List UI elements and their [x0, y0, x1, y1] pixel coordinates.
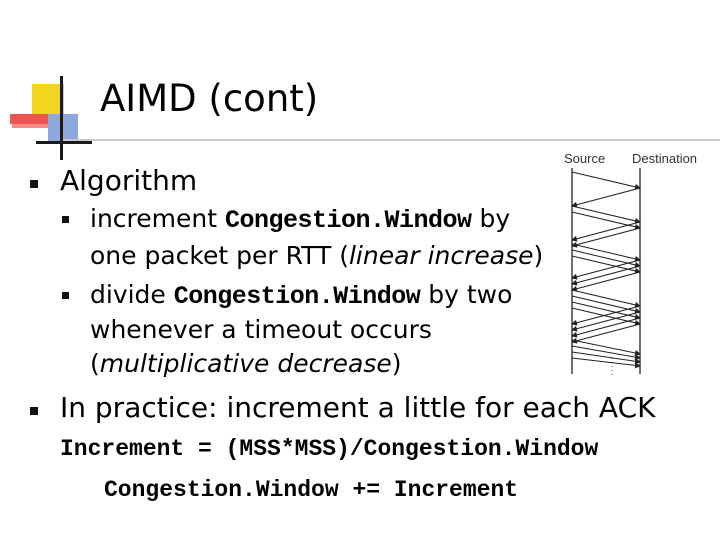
data-packet-arrow [572, 172, 640, 188]
title-underline-rule [63, 139, 720, 141]
logo-red-bar [10, 114, 50, 124]
data-packet-arrow [572, 358, 640, 366]
diagram-destination-label: Destination [632, 151, 698, 166]
sub-bullet-increase-line2: one packet per RTT (linear increase) [90, 241, 544, 270]
data-packet-arrow [572, 352, 640, 362]
logo-horizontal-line [36, 141, 92, 144]
code-line-increment: Increment = (MSS*MSS)/Congestion.Window [60, 436, 599, 462]
bullet-algorithm: Algorithm [60, 164, 198, 197]
diagram-source-label: Source [564, 151, 606, 166]
sub-bullet-decrease-line1: divide Congestion.Window by two [90, 280, 513, 311]
bullet-marker [30, 407, 38, 415]
sub-bullet-marker [62, 292, 69, 299]
logo-vertical-line [60, 76, 63, 160]
sub-bullet-decrease-line2: whenever a timeout occurs [90, 315, 432, 344]
code-line-update: Congestion.Window += Increment [104, 477, 519, 503]
packet-timeline-diagram [560, 168, 670, 380]
sub-bullet-increase-line1: increment Congestion.Window by [90, 204, 511, 235]
sub-bullet-marker [62, 216, 69, 223]
ack-arrow [572, 188, 640, 206]
sub-bullet-decrease-line3: (multiplicative decrease) [90, 349, 402, 378]
bullet-marker [30, 180, 38, 188]
slide-title: AIMD (cont) [100, 77, 319, 120]
bullet-in-practice: In practice: increment a little for each ACK [60, 391, 656, 424]
